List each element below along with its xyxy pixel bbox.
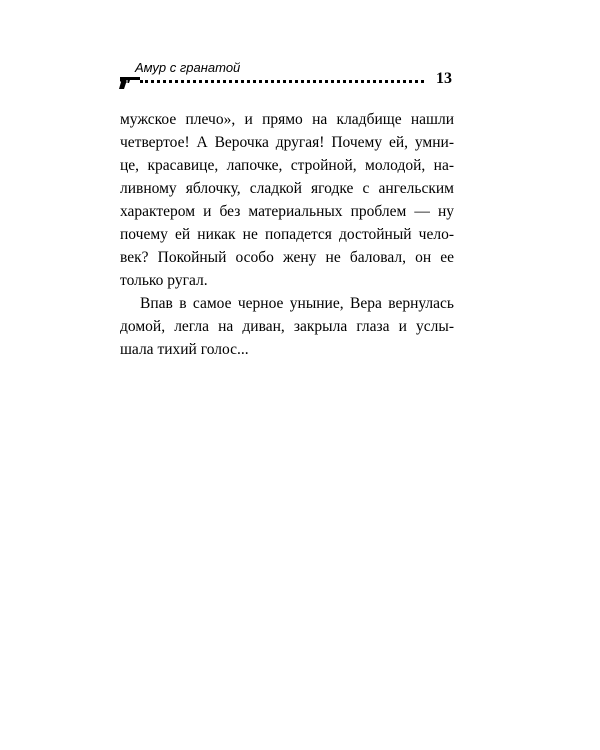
book-title: Амур с гранатой [135,60,241,75]
text-line: домой, легла на диван, закрыла глаза и услы- [120,318,454,335]
text-line: четвертое! А Верочка другая! Почему ей, умни- [120,134,454,151]
text-line: ливному яблочку, сладкой ягодке с ангельским [120,180,454,197]
text-line: только ругал. [120,272,208,289]
text-line: мужское плечо», и прямо на кладбище нашли [120,111,454,128]
text-line: шала тихий голос... [120,341,249,358]
text-line: характером и без материальных проблем — ну [120,203,454,220]
page-number: 13 [436,70,452,87]
text-line: век? Покойный особо жену не баловал, он ее [120,249,454,266]
running-head [118,60,452,94]
text-line: Впав в самое черное уныние, Вера вернулась [140,295,454,312]
text-line: це, красавице, лапочке, стройной, молодой, на- [120,157,454,174]
body-text [120,108,454,361]
text-line: почему ей никак не попадется достойный чело- [120,226,454,243]
dotted-rule [140,80,424,83]
revolver-icon [118,74,142,90]
